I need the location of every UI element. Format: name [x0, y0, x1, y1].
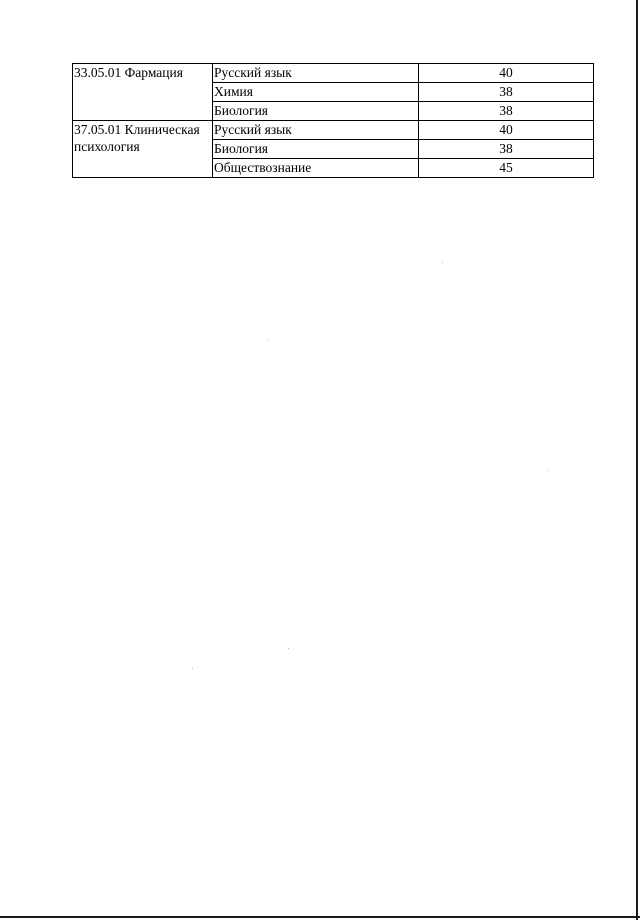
table-row — [73, 121, 594, 140]
admission-scores-table — [72, 63, 594, 178]
subject-cell: Биология — [213, 102, 419, 121]
subject-cell: Химия — [213, 83, 419, 102]
scan-edge-right — [636, 0, 638, 920]
scan-edge-bottom — [0, 916, 640, 918]
subject-cell: Обществознание — [213, 159, 419, 178]
min-score-cell: 38 — [419, 83, 594, 102]
min-score-cell: 38 — [419, 102, 594, 121]
min-score-cell: 38 — [419, 140, 594, 159]
min-score-cell: 45 — [419, 159, 594, 178]
subject-cell: Биология — [213, 140, 419, 159]
program-name-pharmacy: 33.05.01 Фармация — [73, 64, 213, 121]
subject-cell: Русский язык — [213, 121, 419, 140]
min-score-cell: 40 — [419, 121, 594, 140]
scan-speck — [288, 648, 289, 649]
scan-speck — [442, 262, 443, 263]
subject-cell: Русский язык — [213, 64, 419, 83]
table-row — [73, 64, 594, 83]
scan-speck — [192, 668, 193, 669]
program-name-clinical-psychology: 37.05.01 Клиническая психология — [73, 121, 213, 178]
min-score-cell: 40 — [419, 64, 594, 83]
scan-speck — [548, 470, 549, 471]
scan-speck — [268, 340, 269, 341]
